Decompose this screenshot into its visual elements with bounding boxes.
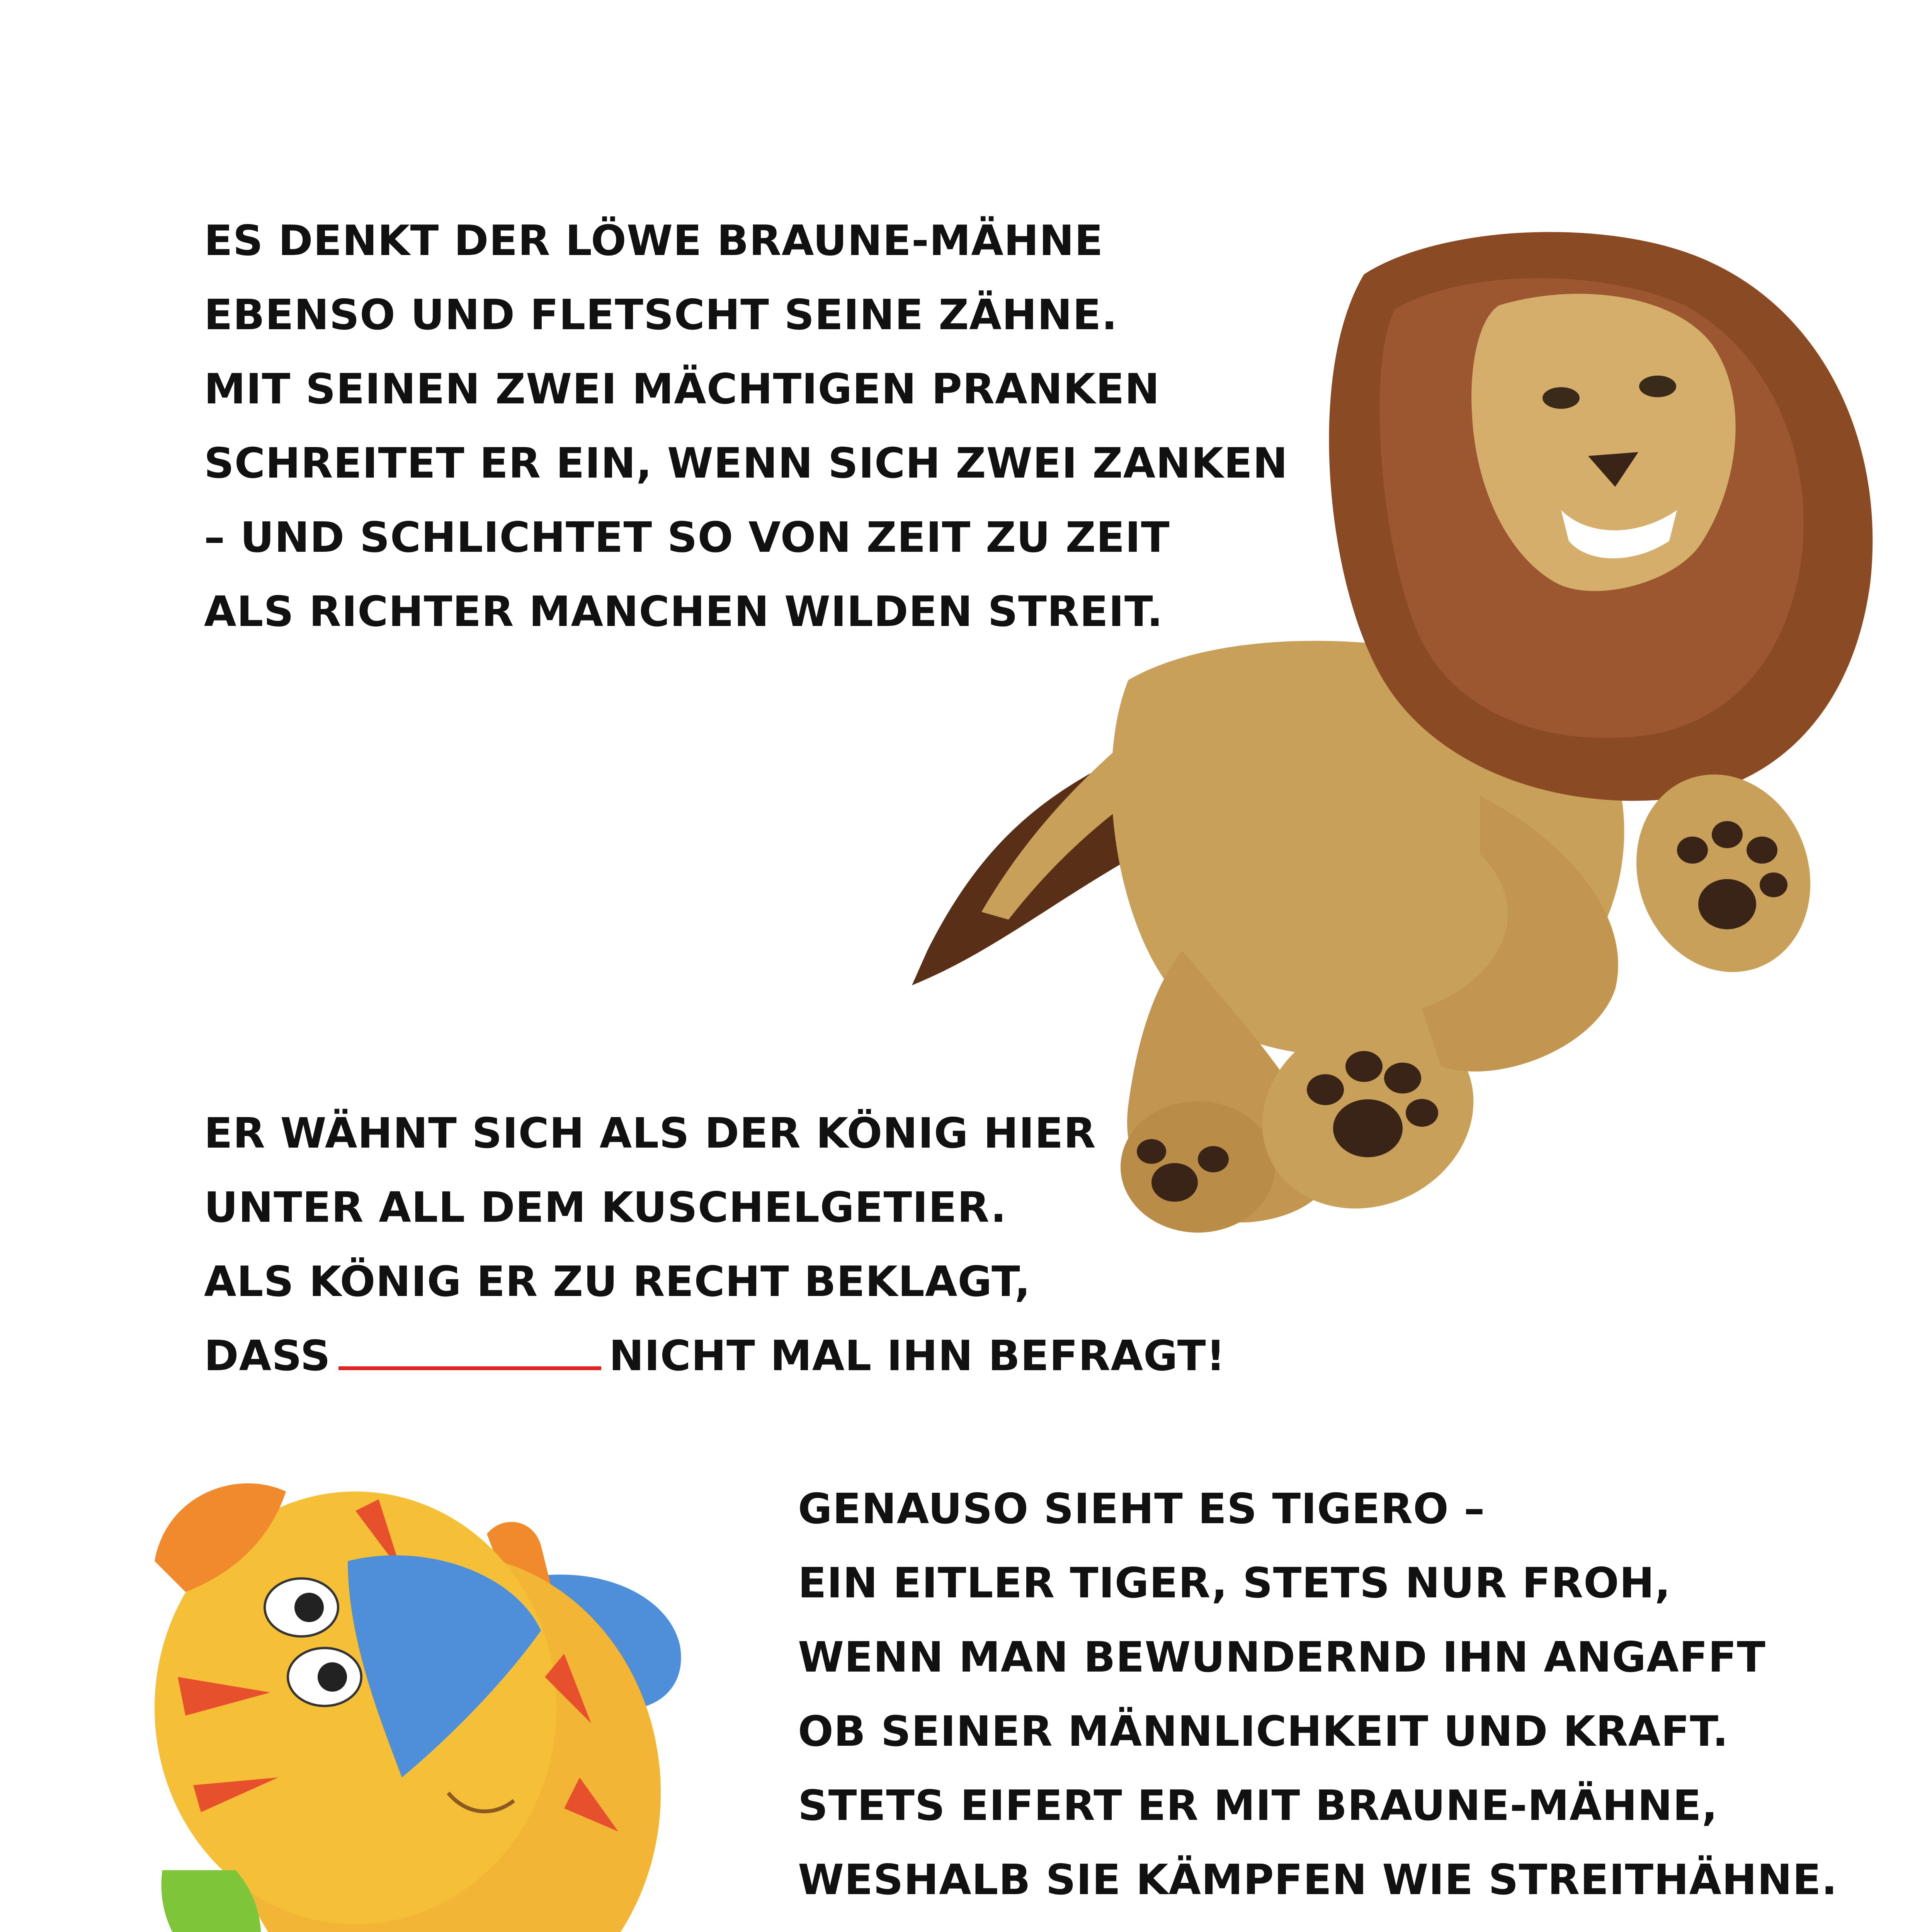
verse-line: GENAUSO SIEHT ES TIGERO – [798, 1485, 1485, 1533]
verse-text-after-blank: NICHT MAL IHN BEFRAGT! [609, 1332, 1226, 1380]
stanza-3 [798, 1472, 1838, 1917]
verse-line: ER WÄHNT SICH ALS DER KÖNIG HIER [204, 1109, 1096, 1158]
verse-line: SCHREITET ER EIN, WENN SICH ZWEI ZANKEN [204, 439, 1288, 488]
tiger-plush-image [108, 1445, 796, 1932]
fill-in-blank-line [338, 1325, 601, 1370]
verse-line: EIN EITLER TIGER, STETS NUR FROH, [798, 1559, 1671, 1607]
verse-line: WESHALB SIE KÄMPFEN WIE STREITHÄHNE. [798, 1856, 1838, 1904]
stanza-2 [204, 1097, 1226, 1393]
verse-line: ES DENKT DER LÖWE BRAUNE-MÄHNE [204, 217, 1104, 265]
verse-line: – UND SCHLICHTET SO VON ZEIT ZU ZEIT [204, 514, 1170, 562]
verse-line: OB SEINER MÄNNLICHKEIT UND KRAFT. [798, 1708, 1729, 1756]
verse-line-with-blank [204, 1319, 1226, 1393]
verse-line: EBENSO UND FLETSCHT SEINE ZÄHNE. [204, 291, 1118, 339]
verse-text-before-blank: DASS [204, 1332, 331, 1380]
verse-line: MIT SEINEN ZWEI MÄCHTIGEN PRANKEN [204, 365, 1160, 413]
stanza-1 [204, 204, 1288, 649]
verse-line: UNTER ALL DEM KUSCHELGETIER. [204, 1184, 1007, 1232]
verse-line: WENN MAN BEWUNDERND IHN ANGAFFT [798, 1633, 1766, 1682]
verse-line: ALS KÖNIG ER ZU RECHT BEKLAGT, [204, 1258, 1031, 1306]
verse-line: STETS EIFERT ER MIT BRAUNE-MÄHNE, [798, 1782, 1718, 1830]
verse-line: ALS RICHTER MANCHEN WILDEN STREIT. [204, 588, 1163, 636]
